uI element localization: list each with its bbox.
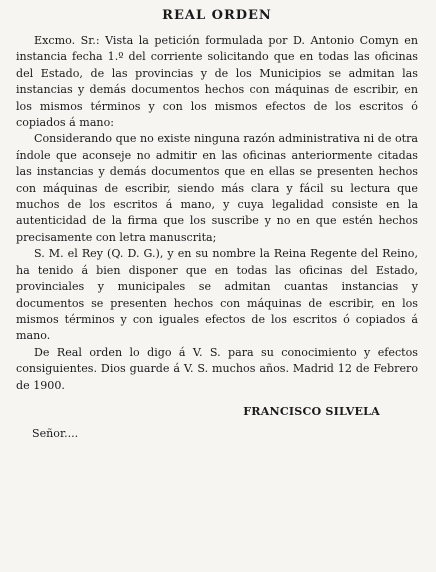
salutation: Señor.... bbox=[32, 427, 79, 441]
paragraph-petition: Excmo. Sr.: Vista la petición formulada por D. Antonio Comyn en instancia fecha 1.º del corriente solicitando que en todas las oficinas del Estado, de las provincias y de los Municipios se admitan las instancias y demás documentos hechos con máquinas de escribir, en los mismos términos y con los mismos efectos de los escritos ó copiados á mano: bbox=[16, 34, 418, 130]
paragraph-closing: De Real orden lo digo á V. S. para su conocimiento y efectos consiguientes. Dios guarde á V. S. muchos años. Madrid 12 de Febrero de 1900. bbox=[16, 345, 418, 392]
paragraph-considering: Considerando que no existe ninguna razón administrativa ni de otra índole que aconseje no admitir en las oficinas anteriormente citadas las instancias y demás documentos que en ellas se presenten hechos con máquinas de escribir, siendo más clara y fácil su lectura que muchos de los escritos á mano, y cuya legalidad consiste en la autenticidad de la firma que los suscribe y no en que estén hechos precisamente con letra manuscrita; bbox=[16, 132, 418, 244]
document-title: REAL ORDEN bbox=[162, 8, 272, 23]
paragraph-royal-decision: S. M. el Rey (Q. D. G.), y en su nombre la Reina Regente del Reino, ha tenido á bien disponer que en todas las oficinas del Estado, provinciales y municipales se admitan cuantas instancias y documentos se presenten hechos con máquinas de escribir, en los mismos términos y con iguales efectos de los escritos ó copiados á mano. bbox=[16, 247, 418, 343]
signature: FRANCISCO SILVELA bbox=[243, 404, 380, 418]
